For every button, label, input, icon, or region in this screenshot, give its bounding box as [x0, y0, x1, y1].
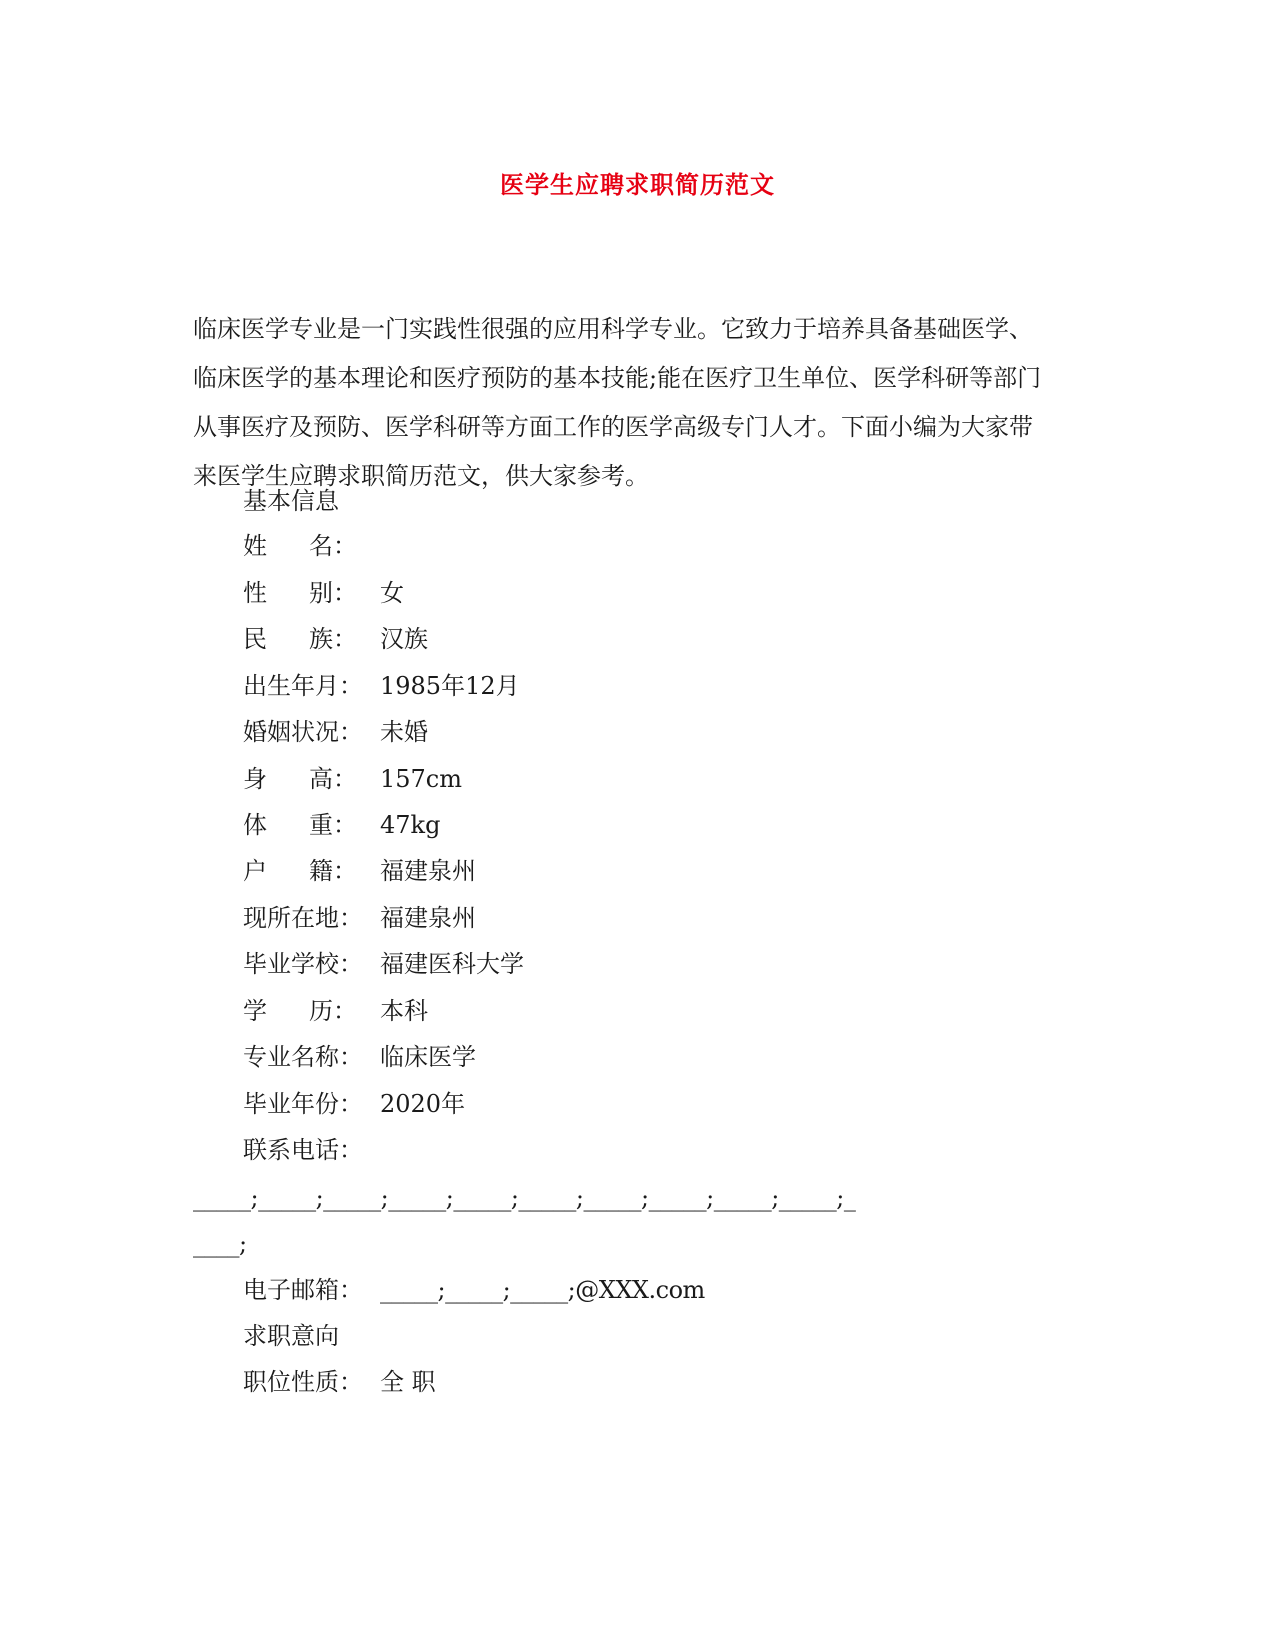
field-label: 职位性质： — [243, 1368, 363, 1396]
field-value: 福建泉州 — [380, 857, 476, 885]
field-value: 全 职 — [380, 1368, 436, 1396]
field-value: 福建泉州 — [380, 904, 476, 932]
field-value: 女 — [380, 579, 404, 607]
field-label: 现所在地： — [243, 904, 363, 932]
field-label: 婚姻状况： — [243, 718, 363, 746]
intro-line: 临床医学专业是一门实践性很强的应用科学专业。它致力于培养具备基础医学、 — [193, 315, 1033, 343]
field-label: 毕业学校： — [243, 950, 363, 978]
document-title: 医学生应聘求职简历范文 — [500, 171, 775, 199]
phone-blanks-line: ____; — [193, 1230, 247, 1258]
intro-paragraph — [193, 305, 1093, 501]
field-value: 2020年 — [380, 1090, 466, 1118]
field-value: 汉族 — [380, 625, 428, 653]
field-value: _____;_____;_____;@XXX.com — [380, 1276, 705, 1304]
section-heading-job-intent: 求职意向 — [243, 1322, 339, 1350]
field-value: 未婚 — [380, 718, 428, 746]
field-label: 专业名称： — [243, 1043, 363, 1071]
field-label: 性 别： — [243, 579, 357, 607]
field-value: 157cm — [380, 765, 463, 793]
phone-blanks-line: _____;_____;_____;_____;_____;_____;_____;_____;_____;_____;_ — [193, 1184, 856, 1212]
field-label: 电子邮箱： — [243, 1276, 363, 1304]
field-value: 福建医科大学 — [380, 950, 524, 978]
field-value: 1985年12月 — [380, 672, 520, 700]
field-label: 民 族： — [243, 625, 357, 653]
field-label: 出生年月： — [243, 672, 363, 700]
field-label: 姓 名： — [243, 532, 357, 560]
field-value: 本科 — [380, 997, 428, 1025]
phone-label: 联系电话： — [243, 1136, 363, 1164]
field-label: 学 历： — [243, 997, 357, 1025]
section-heading-basic-info: 基本信息 — [243, 487, 339, 515]
intro-line: 来医学生应聘求职简历范文，供大家参考。 — [193, 462, 649, 490]
field-value: 47kg — [380, 811, 441, 839]
field-label: 身 高： — [243, 765, 357, 793]
intro-line: 临床医学的基本理论和医疗预防的基本技能;能在医疗卫生单位、医学科研等部门 — [193, 364, 1042, 392]
field-value: 临床医学 — [380, 1043, 476, 1071]
field-label: 毕业年份： — [243, 1090, 363, 1118]
field-label: 户 籍： — [243, 857, 357, 885]
intro-line: 从事医疗及预防、医学科研等方面工作的医学高级专门人才。下面小编为大家带 — [193, 413, 1033, 441]
field-label: 体 重： — [243, 811, 357, 839]
